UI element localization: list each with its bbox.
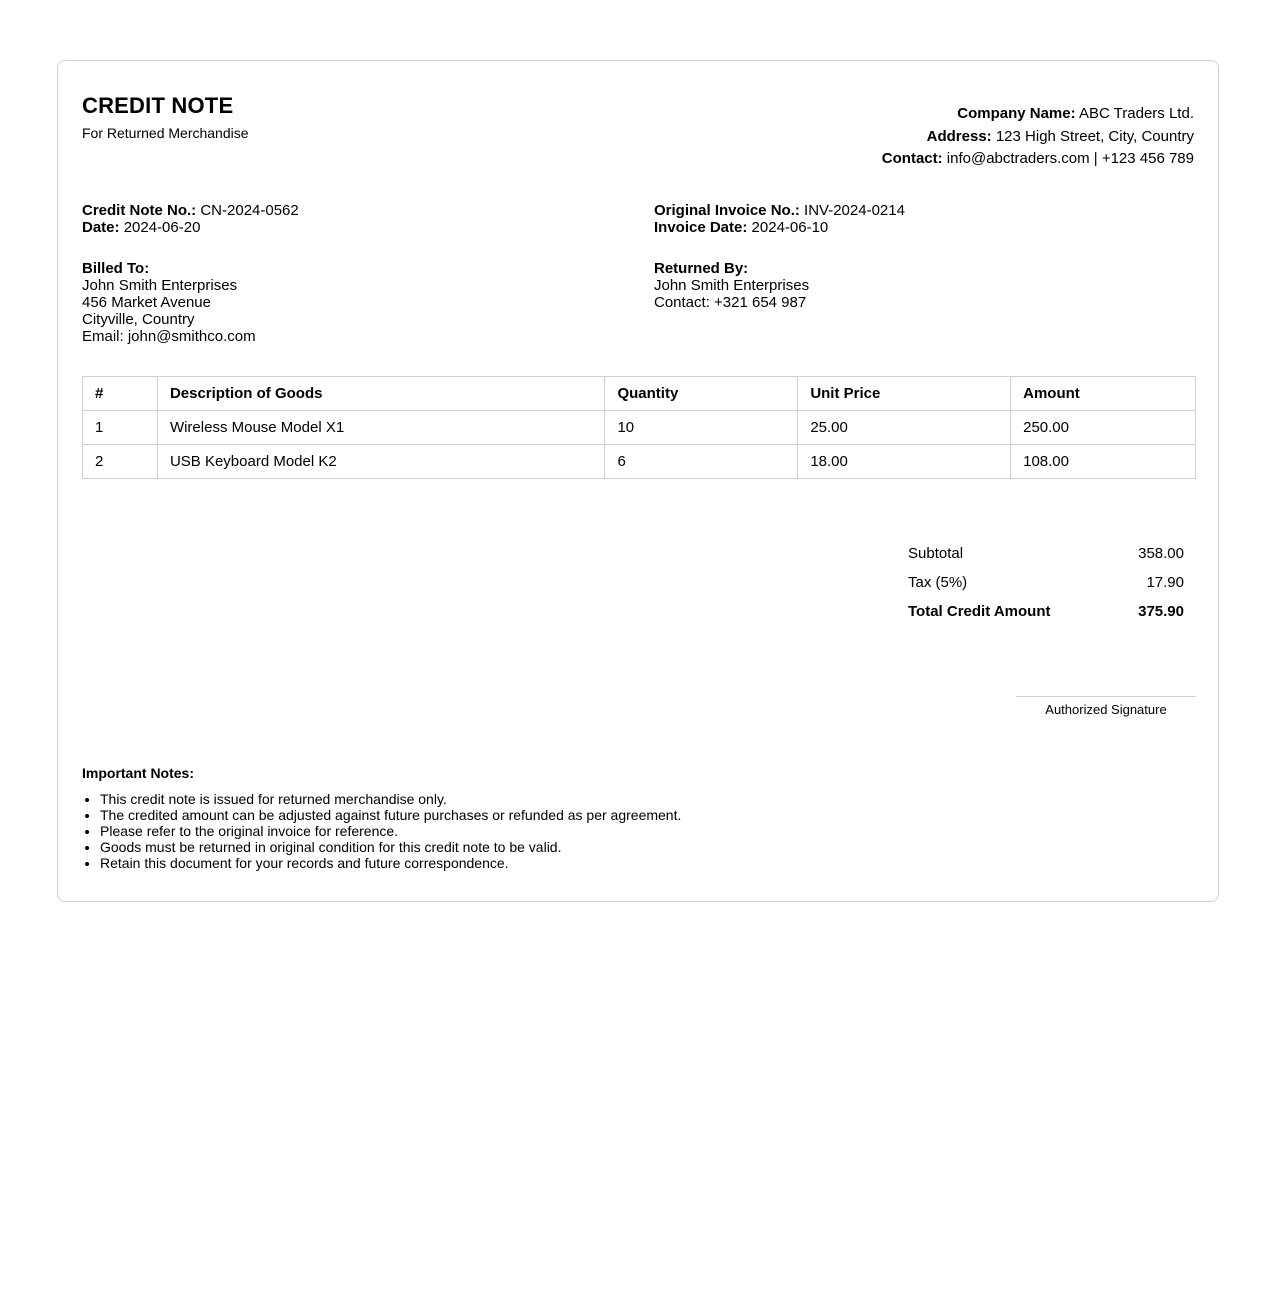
row-description: USB Keyboard Model K2 xyxy=(157,445,605,479)
company-name-line xyxy=(882,103,1194,126)
credit-note-date-line xyxy=(82,219,299,236)
table-row xyxy=(83,411,1196,445)
row-quantity: 10 xyxy=(605,411,798,445)
billed-to-address2: Cityville, Country xyxy=(82,311,195,328)
returned-by-section xyxy=(654,260,809,311)
document-subtitle: For Returned Merchandise xyxy=(82,125,249,141)
goods-table xyxy=(82,376,1196,479)
credit-note-details xyxy=(82,202,299,236)
returned-by-label: Returned By: xyxy=(654,260,749,277)
company-contact-label: Contact: xyxy=(881,150,943,167)
column-header-amount: Amount xyxy=(1011,377,1196,411)
row-amount: 250.00 xyxy=(1011,411,1196,445)
list-item: • Please refer to the original invoice for reference. xyxy=(100,823,681,839)
subtotal-value: 358.00 xyxy=(1138,545,1184,562)
total-value: 375.90 xyxy=(1138,603,1184,620)
original-invoice-details xyxy=(654,202,905,236)
tax-value: 17.90 xyxy=(1146,574,1184,591)
invoice-date-label: Invoice Date: xyxy=(654,219,748,236)
invoice-date: 2024-06-10 xyxy=(751,219,829,236)
billed-to-name: John Smith Enterprises xyxy=(82,277,238,294)
company-name-label: Company Name: xyxy=(957,105,1076,122)
column-header-description: Description of Goods xyxy=(157,377,605,411)
row-unit-price: 18.00 xyxy=(798,445,1011,479)
column-header-number: # xyxy=(83,377,158,411)
notes-list xyxy=(82,791,681,871)
total-label: Total Credit Amount xyxy=(908,603,1051,620)
invoice-date-line xyxy=(654,219,905,236)
company-address: 123 High Street, City, Country xyxy=(995,127,1194,145)
credit-note-document xyxy=(57,60,1219,902)
credit-note-number: CN-2024-0562 xyxy=(200,202,299,219)
company-contact-line xyxy=(882,148,1194,171)
totals-summary xyxy=(908,539,1184,626)
credit-note-date: 2024-06-20 xyxy=(123,219,201,236)
list-item: • The credited amount can be adjusted against future purchases or refunded as per agreement. xyxy=(100,807,681,823)
subtotal-row xyxy=(908,539,1184,568)
row-amount: 108.00 xyxy=(1011,445,1196,479)
column-header-unit-price: Unit Price xyxy=(798,377,1011,411)
returned-by-name: John Smith Enterprises xyxy=(654,277,810,294)
row-quantity: 6 xyxy=(605,445,798,479)
billed-to-email: Email: john@smithco.com xyxy=(82,328,256,345)
signature-label: Authorized Signature xyxy=(1045,702,1167,717)
company-address-line xyxy=(882,126,1194,149)
notes-title: Important Notes: xyxy=(82,765,194,781)
credit-note-number-line xyxy=(82,202,299,219)
document-title: CREDIT NOTE xyxy=(82,93,234,118)
row-unit-price: 25.00 xyxy=(798,411,1011,445)
tax-label: Tax (5%) xyxy=(908,574,968,591)
company-info xyxy=(882,103,1194,171)
company-address-label: Address: xyxy=(926,127,992,145)
billed-to-label: Billed To: xyxy=(82,260,150,277)
billed-to-address1: 456 Market Avenue xyxy=(82,294,211,311)
subtotal-label: Subtotal xyxy=(908,545,964,562)
tax-row xyxy=(908,568,1184,597)
original-invoice-number: INV-2024-0214 xyxy=(804,202,905,219)
returned-by-contact: Contact: +321 654 987 xyxy=(654,294,807,311)
original-invoice-number-line xyxy=(654,202,905,219)
row-number: 2 xyxy=(83,445,158,479)
total-row xyxy=(908,597,1184,626)
list-item: • This credit note is issued for returned merchandise only. xyxy=(100,791,681,807)
row-number: 1 xyxy=(83,411,158,445)
billed-to-section xyxy=(82,260,256,345)
original-invoice-number-label: Original Invoice No.: xyxy=(654,202,800,219)
company-contact: info@abctraders.com | +123 456 789 xyxy=(946,150,1194,167)
column-header-quantity: Quantity xyxy=(605,377,798,411)
list-item: • Goods must be returned in original condition for this credit note to be valid. xyxy=(100,839,681,855)
credit-note-number-label: Credit Note No.: xyxy=(82,202,197,219)
signature-line xyxy=(1016,696,1196,697)
credit-note-date-label: Date: xyxy=(82,219,120,236)
row-description: Wireless Mouse Model X1 xyxy=(157,411,605,445)
company-name: ABC Traders Ltd. xyxy=(1078,105,1194,122)
table-row xyxy=(83,445,1196,479)
list-item: • Retain this document for your records and future correspondence. xyxy=(100,855,681,871)
table-header-row xyxy=(83,377,1196,411)
